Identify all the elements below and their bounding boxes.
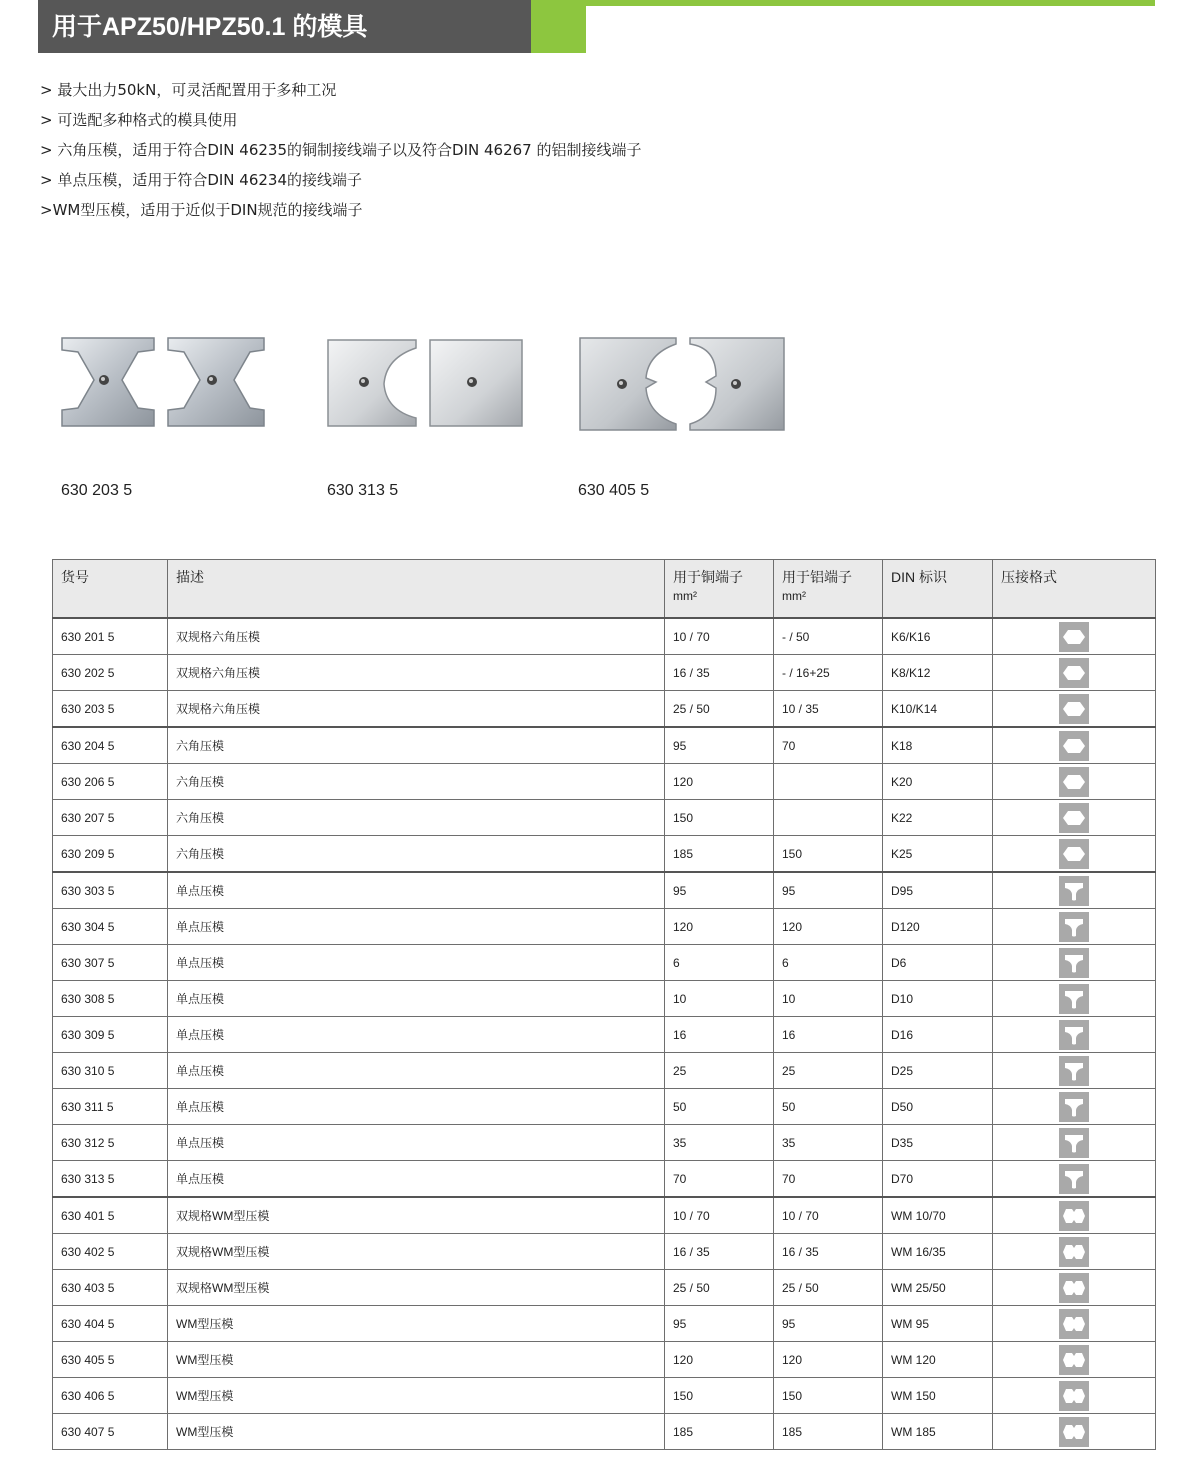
cell-copper: 10 / 70: [665, 618, 774, 655]
wm-icon: [1059, 1345, 1089, 1375]
cell-din: K18: [883, 727, 993, 764]
cell-copper: 25 / 50: [665, 691, 774, 728]
cell-format: [993, 1342, 1156, 1378]
cell-format: [993, 836, 1156, 873]
cell-description: 六角压模: [168, 727, 665, 764]
cell-format: [993, 1125, 1156, 1161]
column-header-part-no: 货号: [53, 560, 168, 619]
cell-aluminium: 50: [774, 1089, 883, 1125]
cell-din: WM 95: [883, 1306, 993, 1342]
cell-din: WM 120: [883, 1342, 993, 1378]
cell-copper: 25 / 50: [665, 1270, 774, 1306]
cell-din: WM 150: [883, 1378, 993, 1414]
cell-part-no: 630 404 5: [53, 1306, 168, 1342]
cell-copper: 120: [665, 764, 774, 800]
cell-din: D6: [883, 945, 993, 981]
cell-format: [993, 1089, 1156, 1125]
cell-description: WM型压模: [168, 1342, 665, 1378]
cell-format: [993, 945, 1156, 981]
wm-icon: [1059, 1417, 1089, 1447]
cell-din: D10: [883, 981, 993, 1017]
product-image-wm-die: [576, 330, 798, 436]
indent-icon: [1059, 948, 1089, 978]
cell-part-no: 630 313 5: [53, 1161, 168, 1198]
indent-icon: [1059, 912, 1089, 942]
table-row: [53, 909, 1156, 945]
feature-item: > 最大出力50kN，可灵活配置用于多种工况: [40, 81, 337, 99]
cell-part-no: 630 403 5: [53, 1270, 168, 1306]
wm-icon: [1059, 1237, 1089, 1267]
column-header-description: 描述: [168, 560, 665, 619]
cell-din: D70: [883, 1161, 993, 1198]
cell-part-no: 630 303 5: [53, 872, 168, 909]
table-row: [53, 1125, 1156, 1161]
cell-copper: 16 / 35: [665, 1234, 774, 1270]
table-header-row: [53, 560, 1156, 619]
cell-description: 双规格WM型压模: [168, 1234, 665, 1270]
cell-aluminium: 10: [774, 981, 883, 1017]
feature-item: > 可选配多种格式的模具使用: [40, 111, 238, 129]
table-row: [53, 836, 1156, 873]
cell-description: 双规格WM型压模: [168, 1270, 665, 1306]
table-row: [53, 800, 1156, 836]
cell-part-no: 630 401 5: [53, 1197, 168, 1234]
hexagon-icon: [1059, 767, 1089, 797]
cell-copper: 185: [665, 836, 774, 873]
cell-copper: 25: [665, 1053, 774, 1089]
hexagon-icon: [1059, 839, 1089, 869]
hexagon-icon: [1059, 731, 1089, 761]
cell-din: K6/K16: [883, 618, 993, 655]
cell-din: WM 16/35: [883, 1234, 993, 1270]
cell-din: D120: [883, 909, 993, 945]
cell-part-no: 630 311 5: [53, 1089, 168, 1125]
cell-aluminium: 10 / 35: [774, 691, 883, 728]
cell-part-no: 630 207 5: [53, 800, 168, 836]
cell-copper: 95: [665, 1306, 774, 1342]
table-row: [53, 1414, 1156, 1450]
cell-copper: 150: [665, 1378, 774, 1414]
column-header-aluminium: 用于铝端子 mm²: [774, 560, 883, 619]
cell-part-no: 630 308 5: [53, 981, 168, 1017]
table-row: [53, 981, 1156, 1017]
product-code: 630 405 5: [578, 482, 650, 499]
cell-description: 单点压模: [168, 1125, 665, 1161]
header-accent-block: [531, 0, 586, 53]
cell-format: [993, 764, 1156, 800]
table-row: [53, 655, 1156, 691]
column-header-din: DIN 标识: [883, 560, 993, 619]
table-row: [53, 618, 1156, 655]
cell-part-no: 630 307 5: [53, 945, 168, 981]
cell-aluminium: 185: [774, 1414, 883, 1450]
cell-part-no: 630 201 5: [53, 618, 168, 655]
feature-item: >WM型压模，适用于近似于DIN规范的接线端子: [40, 201, 363, 219]
cell-format: [993, 1234, 1156, 1270]
cell-copper: 120: [665, 1342, 774, 1378]
cell-part-no: 630 309 5: [53, 1017, 168, 1053]
cell-aluminium: 120: [774, 1342, 883, 1378]
cell-description: 单点压模: [168, 909, 665, 945]
header-accent-line: [586, 0, 1155, 6]
cell-format: [993, 1053, 1156, 1089]
cell-copper: 50: [665, 1089, 774, 1125]
unit-label: mm²: [673, 589, 697, 603]
cell-format: [993, 691, 1156, 728]
cell-copper: 185: [665, 1414, 774, 1450]
cell-din: WM 10/70: [883, 1197, 993, 1234]
indent-icon: [1059, 1128, 1089, 1158]
table-row: [53, 1378, 1156, 1414]
cell-copper: 95: [665, 872, 774, 909]
page-title: 用于APZ50/HPZ50.1 的模具: [52, 13, 368, 41]
cell-din: WM 185: [883, 1414, 993, 1450]
indent-icon: [1059, 1092, 1089, 1122]
feature-item: > 六角压模，适用于符合DIN 46235的铜制接线端子以及符合DIN 46267 的铝制接线端子: [40, 141, 642, 159]
column-header-copper: 用于铜端子 mm²: [665, 560, 774, 619]
cell-description: 单点压模: [168, 1017, 665, 1053]
cell-description: 单点压模: [168, 1089, 665, 1125]
cell-din: D50: [883, 1089, 993, 1125]
feature-item: > 单点压模，适用于符合DIN 46234的接线端子: [40, 171, 363, 189]
cell-copper: 6: [665, 945, 774, 981]
cell-aluminium: 150: [774, 836, 883, 873]
cell-description: WM型压模: [168, 1306, 665, 1342]
cell-description: 单点压模: [168, 981, 665, 1017]
cell-part-no: 630 202 5: [53, 655, 168, 691]
cell-format: [993, 655, 1156, 691]
cell-din: K8/K12: [883, 655, 993, 691]
cell-aluminium: 10 / 70: [774, 1197, 883, 1234]
cell-copper: 120: [665, 909, 774, 945]
specification-table: [52, 559, 1156, 1450]
cell-aluminium: 120: [774, 909, 883, 945]
cell-part-no: 630 402 5: [53, 1234, 168, 1270]
cell-description: 双规格六角压模: [168, 655, 665, 691]
cell-description: 单点压模: [168, 1161, 665, 1198]
feature-list: [40, 78, 641, 228]
product-code: 630 313 5: [327, 482, 399, 499]
indent-icon: [1059, 876, 1089, 906]
cell-description: 双规格六角压模: [168, 691, 665, 728]
indent-icon: [1059, 1020, 1089, 1050]
cell-description: WM型压模: [168, 1378, 665, 1414]
hexagon-icon: [1059, 803, 1089, 833]
cell-part-no: 630 407 5: [53, 1414, 168, 1450]
table-row: [53, 727, 1156, 764]
table-row: [53, 1234, 1156, 1270]
cell-description: 六角压模: [168, 800, 665, 836]
cell-aluminium: 6: [774, 945, 883, 981]
table-row: [53, 945, 1156, 981]
cell-part-no: 630 310 5: [53, 1053, 168, 1089]
column-header-format: 压接格式: [993, 560, 1156, 619]
cell-aluminium: [774, 800, 883, 836]
cell-copper: 10 / 70: [665, 1197, 774, 1234]
cell-din: K22: [883, 800, 993, 836]
cell-aluminium: 150: [774, 1378, 883, 1414]
cell-format: [993, 1270, 1156, 1306]
table-row: [53, 1017, 1156, 1053]
cell-part-no: 630 304 5: [53, 909, 168, 945]
cell-format: [993, 1306, 1156, 1342]
cell-aluminium: 16 / 35: [774, 1234, 883, 1270]
cell-din: K25: [883, 836, 993, 873]
cell-description: 六角压模: [168, 836, 665, 873]
table-row: [53, 1342, 1156, 1378]
cell-description: 单点压模: [168, 872, 665, 909]
cell-copper: 16: [665, 1017, 774, 1053]
hexagon-icon: [1059, 694, 1089, 724]
cell-din: K10/K14: [883, 691, 993, 728]
cell-aluminium: [774, 764, 883, 800]
cell-format: [993, 800, 1156, 836]
cell-copper: 95: [665, 727, 774, 764]
hexagon-icon: [1059, 622, 1089, 652]
wm-icon: [1059, 1381, 1089, 1411]
cell-description: 单点压模: [168, 945, 665, 981]
cell-aluminium: - / 50: [774, 618, 883, 655]
cell-part-no: 630 405 5: [53, 1342, 168, 1378]
cell-aluminium: - / 16+25: [774, 655, 883, 691]
cell-format: [993, 909, 1156, 945]
cell-aluminium: 35: [774, 1125, 883, 1161]
product-image-hexagon-die: [58, 330, 280, 436]
table-row: [53, 691, 1156, 728]
hexagon-icon: [1059, 658, 1089, 688]
table-body: [53, 618, 1156, 1450]
cell-aluminium: 70: [774, 1161, 883, 1198]
cell-aluminium: 25: [774, 1053, 883, 1089]
cell-aluminium: 16: [774, 1017, 883, 1053]
cell-format: [993, 727, 1156, 764]
table-row: [53, 1089, 1156, 1125]
cell-din: D25: [883, 1053, 993, 1089]
cell-part-no: 630 206 5: [53, 764, 168, 800]
table-row: [53, 1161, 1156, 1198]
cell-description: 双规格六角压模: [168, 618, 665, 655]
table-row: [53, 1270, 1156, 1306]
cell-part-no: 630 406 5: [53, 1378, 168, 1414]
cell-din: D95: [883, 872, 993, 909]
cell-din: WM 25/50: [883, 1270, 993, 1306]
cell-copper: 35: [665, 1125, 774, 1161]
cell-copper: 70: [665, 1161, 774, 1198]
cell-aluminium: 95: [774, 1306, 883, 1342]
cell-description: WM型压模: [168, 1414, 665, 1450]
cell-copper: 16 / 35: [665, 655, 774, 691]
cell-format: [993, 981, 1156, 1017]
wm-icon: [1059, 1273, 1089, 1303]
cell-format: [993, 872, 1156, 909]
cell-part-no: 630 203 5: [53, 691, 168, 728]
cell-part-no: 630 209 5: [53, 836, 168, 873]
cell-format: [993, 1017, 1156, 1053]
cell-format: [993, 1378, 1156, 1414]
cell-din: D16: [883, 1017, 993, 1053]
cell-aluminium: 25 / 50: [774, 1270, 883, 1306]
table-row: [53, 1197, 1156, 1234]
product-image-indent-die: [324, 330, 546, 436]
table-row: [53, 764, 1156, 800]
wm-icon: [1059, 1309, 1089, 1339]
cell-part-no: 630 204 5: [53, 727, 168, 764]
unit-label: mm²: [782, 589, 806, 603]
cell-format: [993, 1161, 1156, 1198]
cell-aluminium: 95: [774, 872, 883, 909]
indent-icon: [1059, 984, 1089, 1014]
cell-format: [993, 1414, 1156, 1450]
cell-aluminium: 70: [774, 727, 883, 764]
cell-copper: 150: [665, 800, 774, 836]
cell-din: K20: [883, 764, 993, 800]
cell-part-no: 630 312 5: [53, 1125, 168, 1161]
table-row: [53, 1306, 1156, 1342]
cell-copper: 10: [665, 981, 774, 1017]
cell-description: 六角压模: [168, 764, 665, 800]
cell-description: 单点压模: [168, 1053, 665, 1089]
table-row: [53, 1053, 1156, 1089]
cell-format: [993, 618, 1156, 655]
indent-icon: [1059, 1056, 1089, 1086]
cell-format: [993, 1197, 1156, 1234]
header-bar: [38, 0, 531, 53]
product-code: 630 203 5: [61, 482, 133, 499]
indent-icon: [1059, 1164, 1089, 1194]
cell-description: 双规格WM型压模: [168, 1197, 665, 1234]
cell-din: D35: [883, 1125, 993, 1161]
table-row: [53, 872, 1156, 909]
wm-icon: [1059, 1201, 1089, 1231]
